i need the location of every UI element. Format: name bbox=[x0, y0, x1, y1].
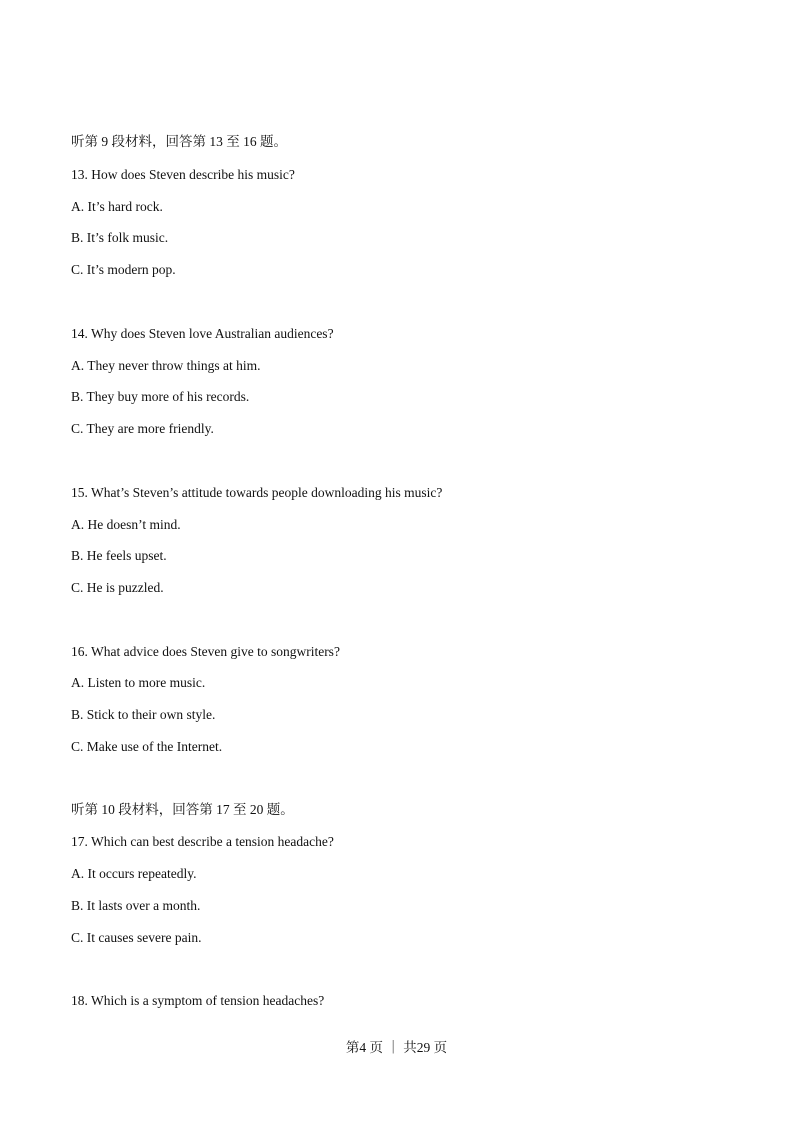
question-option: B. They buy more of his records. bbox=[71, 389, 250, 404]
question-stem: 16. What advice does Steven give to songwriters? bbox=[71, 644, 340, 659]
question-option: C. It’s modern pop. bbox=[71, 262, 176, 277]
question-option: A. He doesn’t mind. bbox=[71, 517, 181, 532]
page-footer: 第4 页 ｜ 共29 页 bbox=[345, 1040, 448, 1055]
section-header: 听第 9 段材料，回答第 13 至 16 题。 bbox=[71, 134, 287, 149]
question-stem: 13. How does Steven describe his music? bbox=[71, 167, 295, 182]
question-stem: 15. What’s Steven’s attitude towards people downloading his music? bbox=[71, 485, 443, 500]
question-option: A. It occurs repeatedly. bbox=[71, 866, 197, 881]
question-stem: 18. Which is a symptom of tension headaches? bbox=[71, 993, 325, 1008]
section-header: 听第 10 段材料，回答第 17 至 20 题。 bbox=[71, 802, 294, 817]
question-stem: 14. Why does Steven love Australian audiences? bbox=[71, 326, 334, 341]
question-option: C. Make use of the Internet. bbox=[71, 739, 223, 754]
question-option: B. He feels upset. bbox=[71, 548, 167, 563]
question-option: C. It causes severe pain. bbox=[71, 930, 202, 945]
question-option: B. It lasts over a month. bbox=[71, 898, 201, 913]
question-option: B. It’s folk music. bbox=[71, 230, 169, 245]
question-option: A. They never throw things at him. bbox=[71, 358, 261, 373]
question-option: A. Listen to more music. bbox=[71, 675, 206, 690]
question-option: B. Stick to their own style. bbox=[71, 707, 216, 722]
question-option: A. It’s hard rock. bbox=[71, 199, 163, 214]
question-option: C. He is puzzled. bbox=[71, 580, 164, 595]
question-option: C. They are more friendly. bbox=[71, 421, 214, 436]
question-stem: 17. Which can best describe a tension headache? bbox=[71, 834, 334, 849]
